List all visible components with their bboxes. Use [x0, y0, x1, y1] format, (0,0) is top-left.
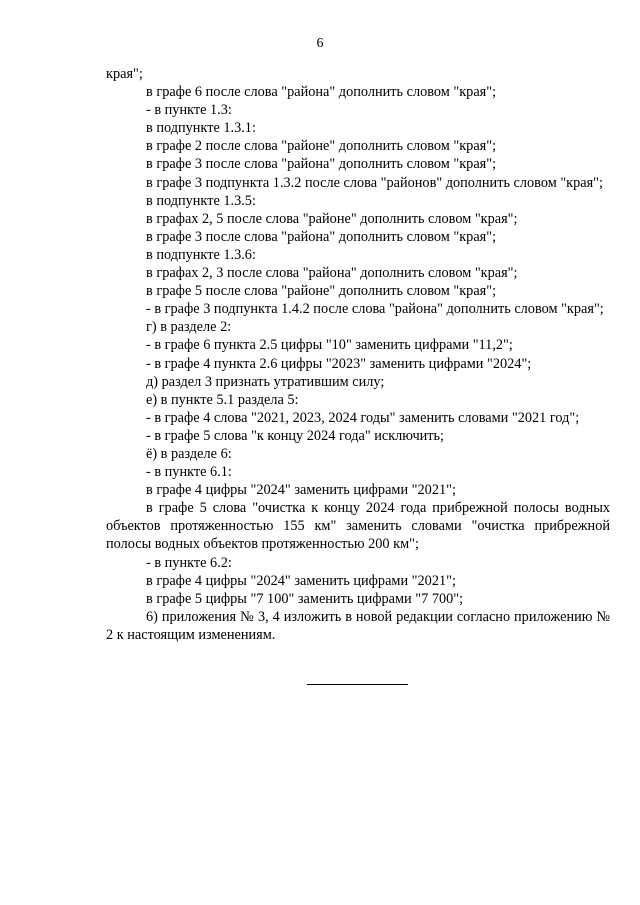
paragraph: в подпункте 1.3.5:: [146, 192, 256, 209]
paragraph: - в графе 4 пункта 2.6 цифры "2023" заменить цифрами "2024";: [146, 355, 532, 372]
paragraph: - в графе 3 подпункта 1.4.2 после слова "района" дополнить словом "края";: [146, 301, 604, 318]
paragraph: в графе 4 цифры "2024" заменить цифрами "2021";: [146, 482, 456, 499]
paragraph: в графе 4 цифры "2024" заменить цифрами "2021";: [146, 572, 456, 589]
page-number: 6: [316, 36, 324, 51]
paragraph: - в пункте 6.1:: [146, 464, 232, 481]
paragraph: в подпункте 1.3.6:: [146, 246, 256, 263]
paragraph: в графе 3 после слова "района" дополнить словом "края";: [146, 156, 497, 173]
paragraph: - в графе 6 пункта 2.5 цифры "10" заменить цифрами "11,2";: [146, 337, 513, 354]
paragraph: ё) в разделе 6:: [146, 445, 232, 462]
paragraph: в графе 3 подпункта 1.3.2 после слова "районов" дополнить словом "края";: [146, 174, 603, 191]
paragraph: в графе 2 после слова "районе" дополнить словом "края";: [146, 138, 497, 155]
paragraph: в графе 3 после слова "района" дополнить словом "края";: [146, 228, 497, 245]
paragraph: в графе 5 после слова "районе" дополнить словом "края";: [146, 283, 497, 300]
paragraph: края";: [106, 66, 143, 82]
document-body: [106, 65, 610, 644]
paragraph: г) в разделе 2:: [146, 319, 232, 336]
paragraph: д) раздел 3 признать утратившим силу;: [146, 373, 385, 390]
paragraph: в подпункте 1.3.1:: [146, 120, 256, 137]
end-rule-divider: [307, 684, 408, 685]
paragraph: е) в пункте 5.1 раздела 5:: [146, 391, 299, 408]
paragraph: в графе 5 цифры "7 100" заменить цифрами "7 700";: [146, 590, 464, 607]
paragraph: - в пункте 6.2:: [146, 554, 232, 571]
paragraph: в графах 2, 5 после слова "районе" дополнить словом "края";: [146, 210, 518, 227]
paragraph: в графе 5 слова "очистка к концу 2024 года прибрежной полосы водных объектов протяженностью 155 км" заменить словами "очистка прибрежной полосы водных объектов протяженностью 200 км";: [106, 500, 610, 553]
paragraph: - в пункте 1.3:: [146, 102, 232, 119]
paragraph: - в графе 4 слова "2021, 2023, 2024 годы" заменить словами "2021 год";: [146, 409, 580, 426]
paragraph: в графах 2, 3 после слова "района" дополнить словом "края";: [146, 265, 518, 282]
paragraph: - в графе 5 слова "к концу 2024 года" исключить;: [146, 427, 445, 444]
paragraph: в графе 6 после слова "района" дополнить словом "края";: [146, 84, 497, 101]
paragraph: 6) приложения № 3, 4 изложить в новой редакции согласно приложению № 2 к настоящим изменениям.: [106, 608, 610, 643]
